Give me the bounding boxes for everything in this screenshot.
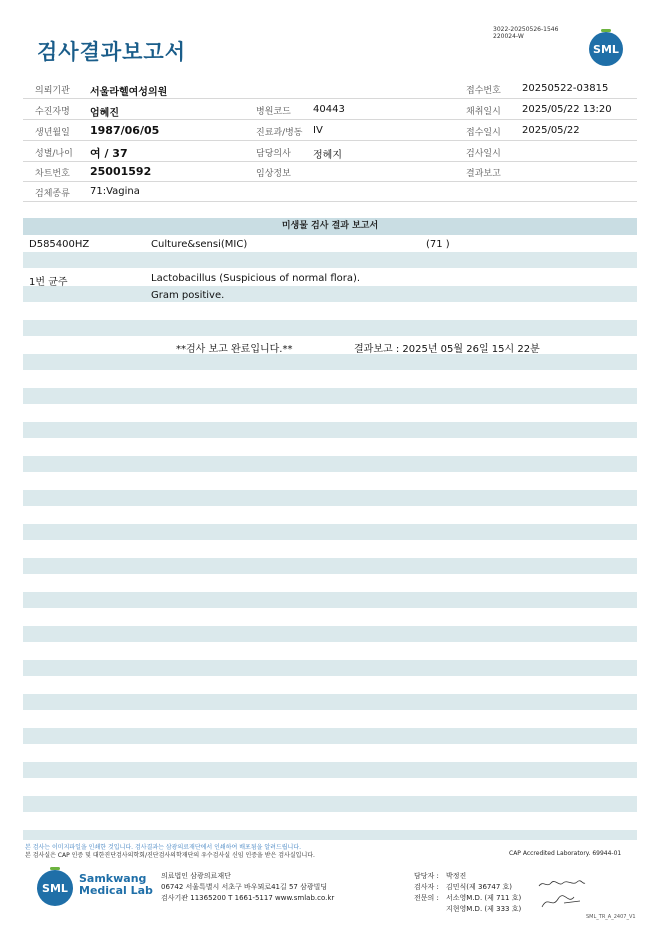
sml-logo: SML: [37, 870, 73, 906]
row-band: [23, 728, 637, 744]
isolate-organism: Lactobacillus (Suspicious of normal flora).: [151, 273, 361, 284]
info-row-clinic: [23, 79, 637, 99]
staff-value: 박정진: [446, 872, 467, 880]
doctor-label: 담당의사: [256, 149, 291, 159]
document-code-line2: 220024-W: [493, 33, 524, 40]
brand-name: [79, 873, 153, 897]
info-row-dob: [23, 121, 637, 141]
report-complete-text: **검사 보고 완료입니다.**: [176, 344, 293, 355]
sml-logo: SML: [589, 32, 623, 66]
report-label: 결과보고: [466, 169, 501, 179]
specimen-value: 71:Vagina: [90, 186, 140, 197]
doctor-value: 정혜지: [313, 150, 342, 161]
patient-label: 수진자명: [35, 107, 70, 117]
test-qualifier: (71 ): [426, 239, 450, 250]
staff-label: 검사자 :: [414, 883, 439, 891]
accession-value: 20250522-03815: [522, 83, 609, 94]
brand-name-line1: Samkwang: [79, 872, 147, 885]
row-band: [23, 524, 637, 540]
org-address: 06742 서울특별시 서초구 바우뫼로41길 57 삼광빌딩: [161, 883, 328, 891]
isolate-label: 1번 균주: [29, 277, 68, 288]
dob-value: 1987/06/05: [90, 124, 160, 137]
specimen-label: 검체종류: [35, 189, 70, 199]
patient-value: 엄혜진: [90, 108, 119, 119]
page-title: 검사결과보고서: [37, 40, 187, 64]
staff-value: 지현영M.D. (제 333 호): [446, 905, 522, 913]
staff-value: 김민식(제 36747 호): [446, 883, 512, 891]
row-band: [23, 694, 637, 710]
row-band: [23, 456, 637, 472]
footnote-print: 본 검사는 이미지파일을 인쇄한 것입니다. 검사결과는 삼광의료재단에서 인쇄하여 배포됨을 알려드립니다.: [25, 844, 302, 851]
accession-label: 접수번호: [466, 86, 501, 96]
info-row-chart: [23, 162, 637, 182]
isolate-gram: Gram positive.: [151, 290, 225, 301]
row-band: [23, 592, 637, 608]
row-band: [23, 388, 637, 404]
info-row-sexage: [23, 142, 637, 162]
chart-label: 차트번호: [35, 169, 70, 179]
footnote-accreditation: 본 검사실은 CAP 인증 및 대한진단검사의학회/진단검사의학재단의 우수검사실 신임 인증을 받은 검사실입니다.: [25, 852, 315, 859]
row-band: [23, 796, 637, 812]
info-row-patient: [23, 100, 637, 120]
row-band: [23, 422, 637, 438]
row-band: [23, 354, 637, 370]
row-band: [23, 660, 637, 676]
staff-label: 담당자 :: [414, 872, 439, 880]
form-id: SML_TR_A_2407_V1: [586, 914, 636, 920]
row-band: [23, 320, 637, 336]
received-label: 접수일시: [466, 128, 501, 138]
sexage-value: 여 / 37: [90, 147, 128, 160]
row-band: [23, 558, 637, 574]
brand-name-line2: Medical Lab: [79, 884, 153, 897]
results-section-title: 미생물 검사 결과 보고서: [23, 218, 637, 235]
row-band: [23, 252, 637, 268]
row-band: [23, 762, 637, 778]
sexage-label: 성별/나이: [35, 149, 73, 159]
dept-value: IV: [313, 125, 323, 136]
test-code: D585400HZ: [29, 239, 90, 250]
chart-value: 25001592: [90, 165, 152, 178]
org-name: 의료법인 삼광의료재단: [161, 872, 231, 880]
tested-label: 검사일시: [466, 149, 501, 159]
collect-label: 채취일시: [466, 107, 501, 117]
info-row-specimen: [23, 182, 637, 202]
hospital-code-value: 40443: [313, 104, 345, 115]
hospital-code-label: 병원코드: [256, 107, 291, 117]
clinical-label: 임상정보: [256, 169, 291, 179]
received-value: 2025/05/22: [522, 125, 580, 136]
collect-value: 2025/05/22 13:20: [522, 104, 612, 115]
cap-accreditation: CAP Accredited Laboratory. 69944-01: [509, 850, 622, 857]
org-info: [161, 871, 334, 904]
clinic-value: 서울라헬여성의원: [90, 87, 168, 98]
staff-label: 전문의 :: [414, 894, 439, 902]
signature-physician: [540, 893, 585, 911]
dob-label: 생년월일: [35, 128, 70, 138]
row-band: [23, 490, 637, 506]
staff-list: [414, 871, 521, 915]
document-code-line1: 3022-20250526-1546: [493, 26, 559, 33]
dept-label: 진료과/병동: [256, 128, 303, 138]
clinic-label: 의뢰기관: [35, 86, 70, 96]
report-time: 결과보고 : 2025년 05월 26일 15시 22분: [354, 344, 540, 355]
row-band: [23, 286, 637, 302]
row-band: [23, 626, 637, 642]
document-code: [493, 26, 558, 40]
staff-value: 서소영M.D. (제 711 호): [446, 894, 522, 902]
org-contact: 검사기관 11365200 T 1661-5117 www.smlab.co.kr: [161, 894, 335, 902]
signature-tester: [537, 878, 587, 890]
row-band: [23, 830, 637, 840]
test-name: Culture&sensi(MIC): [151, 239, 248, 250]
